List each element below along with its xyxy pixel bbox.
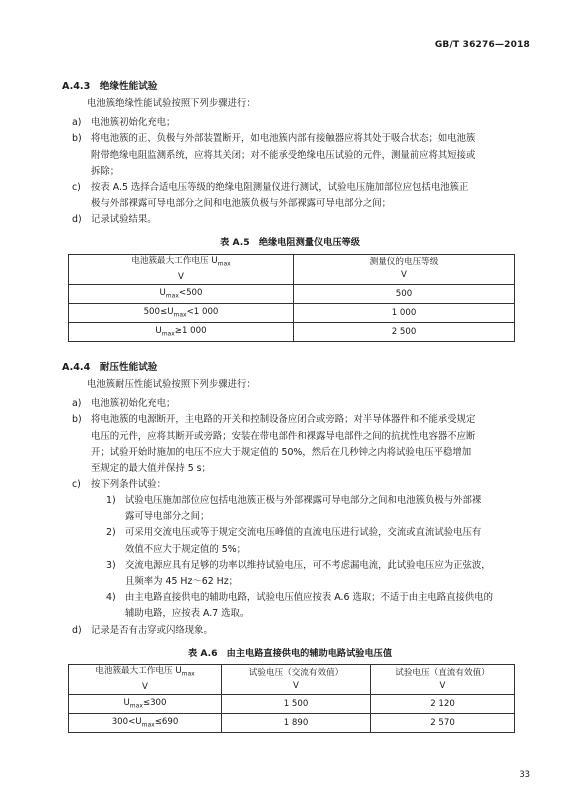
a43-a-text: 电池簇初始化充电；: [91, 117, 176, 128]
table-row: [69, 695, 515, 714]
a44-b-label: b): [72, 414, 82, 425]
table-cell: 1 500: [222, 695, 371, 714]
a44-d-label: d): [72, 625, 82, 636]
section-heading-a43: A.4.3 绝缘性能试验: [62, 81, 158, 92]
a44-c1-label: 1): [106, 495, 116, 506]
a44-c3-line2: 且频率为 45 Hz～62 Hz；: [125, 576, 238, 587]
table-a6-caption: 表 A.6 由主电路直接供电的辅助电路试验电压值: [187, 648, 393, 659]
table-cell: 1 000: [294, 303, 515, 322]
page-number: 33: [519, 769, 530, 779]
table-cell: 2 120: [371, 695, 515, 714]
a44-c-label: c): [72, 479, 81, 490]
table-a5: [68, 254, 515, 342]
column-header: 电池簇最大工作电压 $U_{max}$ V: [69, 255, 294, 285]
a44-a-label: a): [72, 398, 82, 409]
column-header: 电池簇最大工作电压 $U_{max}$ V: [69, 665, 222, 695]
table-row: [69, 284, 515, 303]
a43-a-label: a): [72, 117, 82, 128]
a43-b-line3: 拆除；: [91, 166, 120, 177]
a44-c4-line1: 由主电路直接供电的辅助电路，试验电压值应按表 A.6 选取；不适于由主电路直接供电的: [125, 592, 494, 603]
column-header: 测量仪的电压等级 V: [294, 255, 515, 285]
a44-c3-label: 3): [106, 560, 116, 571]
a43-d-label: d): [72, 214, 82, 225]
column-header: 试验电压（交流有效值） V: [222, 665, 371, 695]
table-cell: 1 890: [222, 714, 371, 733]
a44-c4-line2: 辅助电路，应按表 A.7 选取。: [125, 608, 250, 619]
a44-c-text: 按下列条件试验：: [91, 479, 167, 490]
table-cell: $300<U_{max}\le 690$: [69, 714, 222, 733]
a44-c1-line1: 试验电压施加部位应包括电池簇正极与外部裸露可导电部分之间和电池簇负极与外部裸: [125, 495, 482, 506]
table-cell: $500\le U_{max}<1$ 000: [69, 303, 294, 322]
a43-d-text: 记录试验结果。: [91, 214, 157, 225]
section-heading-a44: A.4.4 耐压性能试验: [62, 362, 158, 373]
a44-c2-line1: 可采用交流电压或等于规定交流电压峰值的直流电压进行试验，交流或直流试验电压有: [125, 527, 482, 538]
a43-intro: 电池簇绝缘性能试验按照下列步骤进行：: [87, 98, 256, 109]
table-a6: [68, 664, 515, 733]
table-cell: 2 500: [294, 322, 515, 341]
a44-b-line2: 电压的元件，应将其断开或旁路；安装在带电部件和裸露导电部件之间的抗扰性电容器不应断: [91, 431, 476, 442]
a44-d-text: 记录是否有击穿或闪络现象。: [91, 625, 213, 636]
table-cell: 500: [294, 284, 515, 303]
a44-c3-line1: 交流电源应具有足够的功率以维持试验电压，可不考虑漏电流，此试验电压应为正弦波，: [125, 560, 491, 571]
a43-b-label: b): [72, 133, 82, 144]
a44-b-line1: 将电池簇的电源断开，主电路的开关和控制设备应闭合或旁路；对半导体器件和不能承受规定: [91, 414, 476, 425]
table-row: [69, 303, 515, 322]
table-a5-caption: 表 A.5 绝缘电阻测量仪电压等级: [220, 237, 360, 248]
table-cell: 2 570: [371, 714, 515, 733]
column-header: 试验电压（直流有效值） V: [371, 665, 515, 695]
a43-c-line2: 极与外部裸露可导电部分之间和电池簇负极与外部裸露可导电部分之间；: [91, 198, 392, 209]
table-row: [69, 714, 515, 733]
table-cell: $U_{max}<500$: [69, 284, 294, 303]
a44-c2-label: 2): [106, 527, 116, 538]
a44-c1-line2: 露可导电部分之间；: [125, 511, 210, 522]
a44-c2-line2: 效值不应大于规定值的 5%；: [125, 544, 246, 555]
a44-b-line3: 开；试验开始时施加的电压不应大于规定值的 50%，然后在几秒钟之内将试验电压平稳增加: [91, 447, 472, 458]
a43-c-label: c): [72, 182, 81, 193]
standard-number: GB/T 36276—2018: [434, 40, 530, 50]
a43-b-line2: 附带绝缘电阻监测系统，应将其关闭；对不能承受绝缘电压试验的元件，测量前应将其短接或: [91, 150, 476, 161]
table-cell: $U_{max}\ge 1$ 000: [69, 322, 294, 341]
a44-a-text: 电池簇初始化充电；: [91, 398, 176, 409]
table-header-row: [69, 255, 515, 285]
table-row: [69, 322, 515, 341]
a43-b-line1: 将电池簇的正、负极与外部装置断开，如电池簇内部有接触器应将其处于吸合状态；如电池簇: [91, 133, 476, 144]
a44-intro: 电池簇耐压性能试验按照下列步骤进行：: [87, 379, 256, 390]
a44-b-line4: 至规定的最大值并保持 5 s；: [91, 463, 211, 474]
a43-c-line1: 按表 A.5 选择合适电压等级的绝缘电阻测量仪进行测试，试验电压施加部位应包括电池簇正: [91, 182, 469, 193]
table-cell: $U_{max}\le 300$: [69, 695, 222, 714]
table-header-row: [69, 665, 515, 695]
a44-c4-label: 4): [106, 592, 116, 603]
